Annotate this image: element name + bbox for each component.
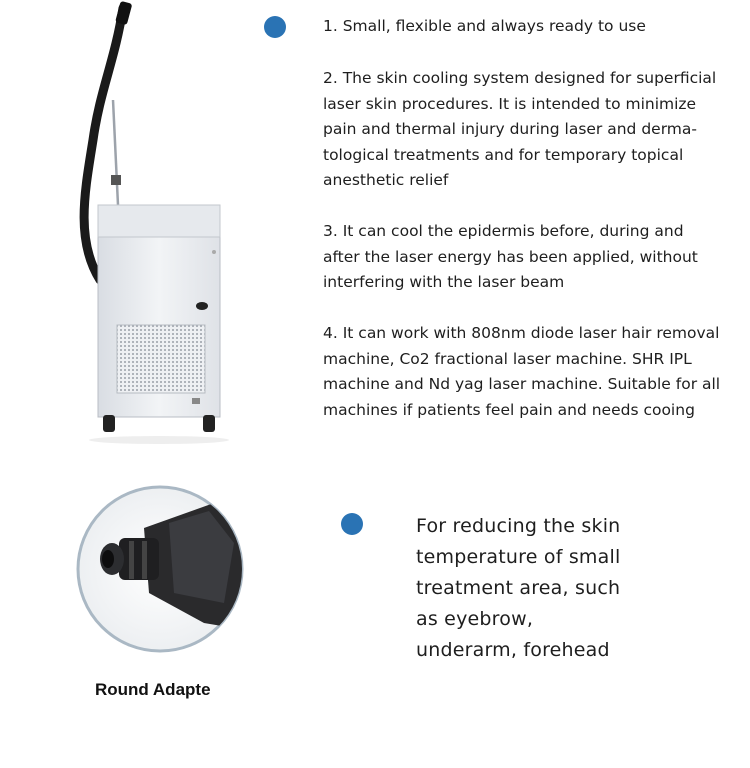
cooling-machine-image	[55, 0, 245, 450]
round-adapter-image	[74, 483, 246, 655]
bullet-dot	[264, 16, 286, 38]
feature-text: For reducing the skin temperature of small treatment area, such as eyebrow, underarm, forehead	[416, 515, 621, 661]
spec-item-2: 2. The skin cooling system designed for superficial laser skin procedures. It is intended to minimize pain and thermal injury during laser and derma- tological treatments and for temporary topical anesthetic relief	[323, 69, 717, 189]
adapter-caption: Round Adapte	[95, 680, 211, 699]
spec-item-4: 4. It can work with 808nm diode laser hair removal machine, Co2 fractional laser machine. SHR IPL machine and Nd yag laser machine. Suitable for all machines if patients feel pain and needs cooing	[323, 324, 721, 419]
bullet-dot	[341, 513, 363, 535]
spec-item-1: 1. Small, flexible and always ready to use	[323, 17, 646, 35]
spec-item-3: 3. It can cool the epidermis before, during and after the laser energy has been applied, without interfering with the laser beam	[323, 222, 698, 291]
